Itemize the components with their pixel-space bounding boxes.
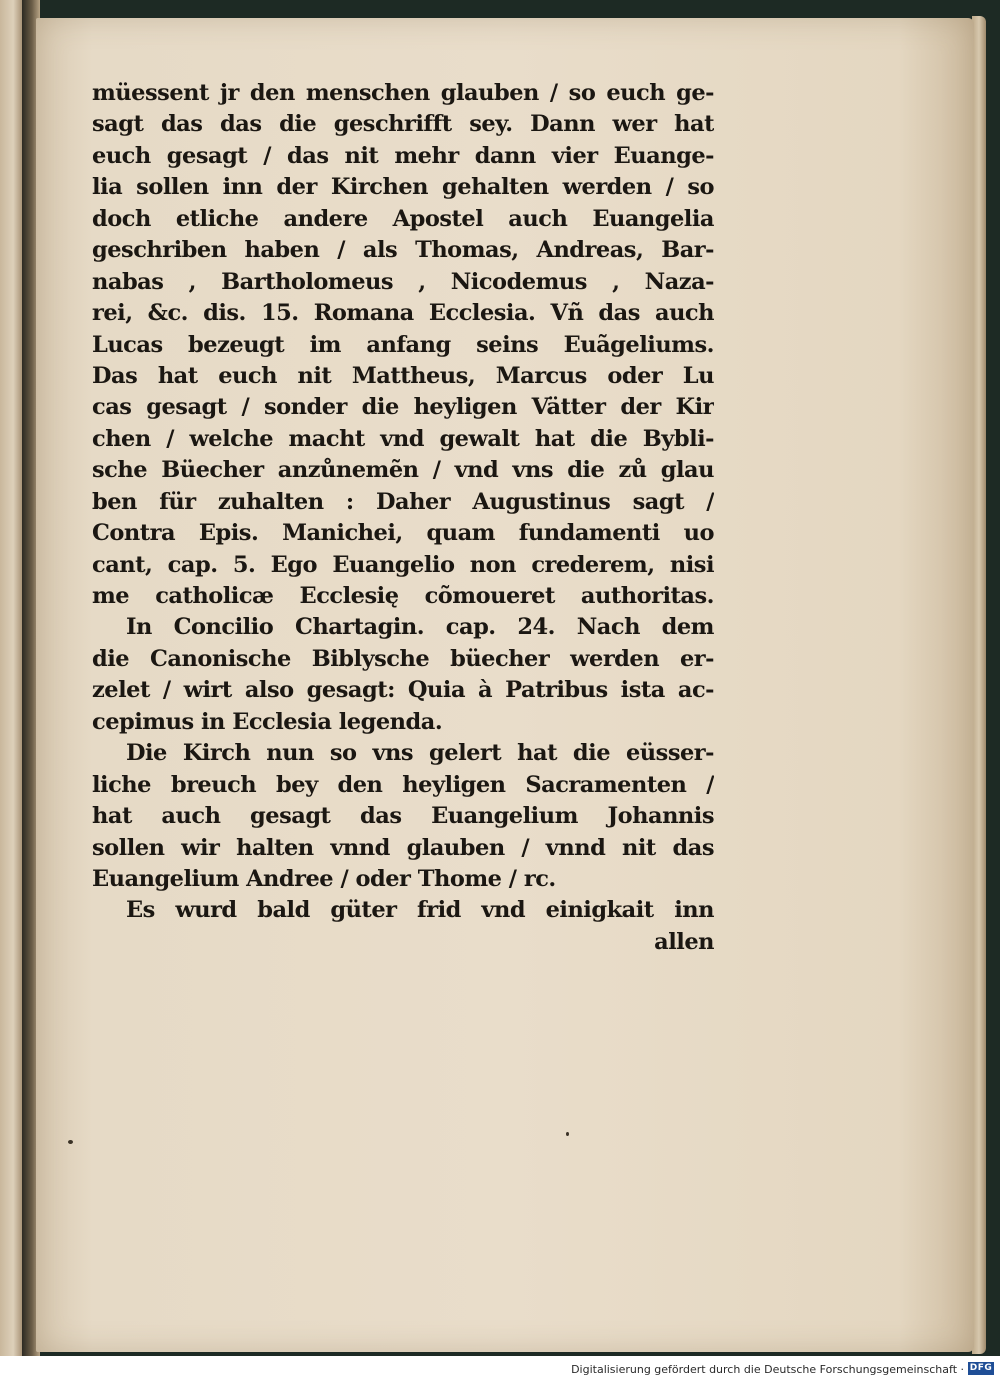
- text-line: cant, cap. 5. Ego Euangelio non crederem, nisi: [92, 551, 714, 578]
- text-line: Contra Epis. Manichei, quam fundamenti uo: [92, 520, 714, 547]
- text-line: müessent jr den menschen glauben / so euch ge-: [92, 80, 714, 106]
- text-line: zelet / wirt also gesagt: Quia à Patribus ista ac-: [92, 677, 714, 704]
- page-right-edge: [972, 16, 986, 1354]
- text-line: me catholicæ Ecclesię cõmoueret authoritas.: [92, 583, 714, 609]
- text-line: geschriben haben / als Thomas, Andreas, Bar-: [92, 237, 714, 264]
- text-line: cepimus in Ecclesia legenda.: [92, 708, 443, 735]
- text-line: nabas , Bartholomeus , Nicodemus , Naza-: [92, 268, 714, 295]
- text-line: die Canonische Biblysche büecher werden er-: [92, 645, 714, 672]
- text-line: Es wurd bald güter frid vnd einigkait inn: [126, 897, 714, 924]
- text-line: doch etliche andere Apostel auch Euangelia: [92, 205, 714, 232]
- text-line: hat auch gesagt das Euangelium Johannis: [92, 803, 714, 830]
- text-line: In Concilio Chartagin. cap. 24. Nach dem: [126, 614, 714, 641]
- paper-speck: [68, 1140, 73, 1144]
- text-line: Das hat euch nit Mattheus, Marcus oder Lu: [92, 362, 714, 389]
- text-line: Die Kirch nun so vns gelert hat die eüsser-: [126, 740, 714, 767]
- paper-speck: [566, 1132, 569, 1136]
- left-page-edge: [0, 0, 22, 1356]
- text-line: ben für zuhalten : Daher Augustinus sagt /: [92, 488, 714, 515]
- text-line: sollen wir halten vnnd glauben / vnnd nit das: [92, 834, 714, 861]
- text-line: sagt das das die geschrifft sey. Dann wer hat: [92, 111, 714, 138]
- text-line: Lucas bezeugt im anfang seins Euãgeliums.: [92, 331, 714, 358]
- text-line: euch gesagt / das nit mehr dann vier Euange-: [92, 142, 714, 169]
- text-line: cas gesagt / sonder die heyligen Vätter der Kir: [92, 394, 714, 421]
- page-text-block: [92, 78, 714, 958]
- text-line: Euangelium Andree / oder Thome / rc.: [92, 865, 556, 892]
- text-line: sche Büecher anzůnemẽn / vnd vns die zů glau: [92, 457, 714, 484]
- text-line: liche breuch bey den heyligen Sacramenten /: [92, 771, 714, 798]
- text-line: chen / welche macht vnd gewalt hat die Bybli-: [92, 425, 714, 452]
- catchword: allen: [654, 928, 714, 955]
- text-line: lia sollen inn der Kirchen gehalten werden / so: [92, 174, 714, 201]
- text-line: rei, &c. dis. 15. Romana Ecclesia. Vñ das auch: [92, 300, 714, 327]
- dfg-logo: DFG: [969, 1363, 993, 1373]
- funding-credit: Digitalisierung gefördert durch die Deutsche Forschungsgemeinschaft ·: [571, 1363, 964, 1376]
